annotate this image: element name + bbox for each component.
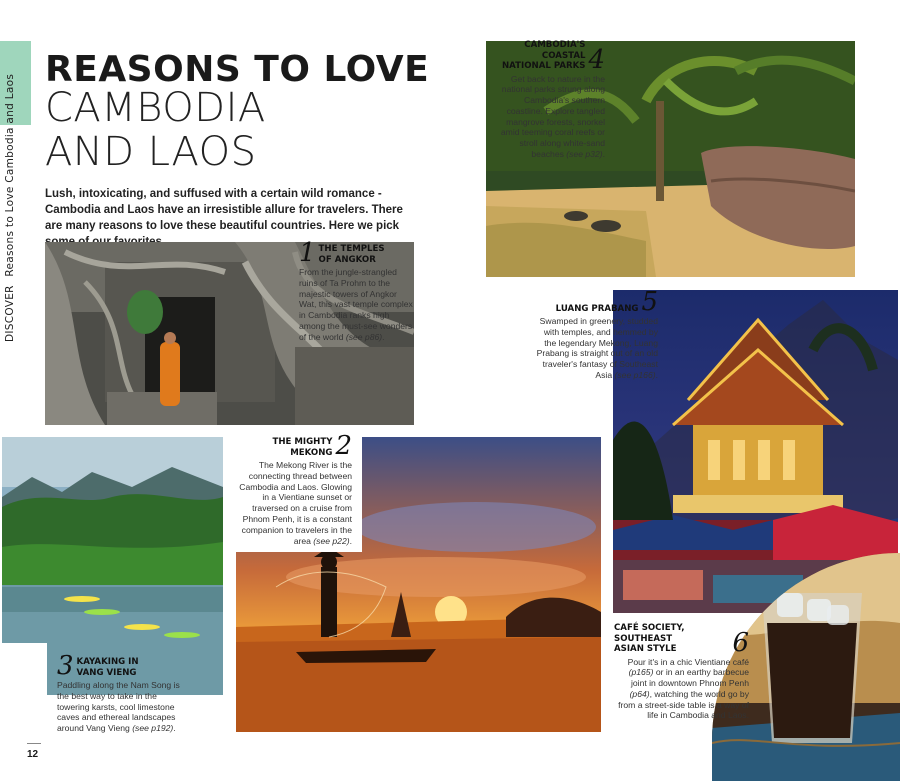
- item-2-text: The Mekong River is the connecting thread between Cambodia and Laos. Glowing in a Vientiane sunset or traversed on a cruise from Phnom Penh, it is a constant companion to travelers in the area: [239, 460, 352, 546]
- item-4-end: .: [602, 149, 605, 160]
- page-title-line1: REASONS TO LOVE: [45, 49, 430, 90]
- item-2-title-line1: THE MIGHTY: [272, 437, 333, 447]
- item-6-title-line1: CAFÉ SOCIETY, SOUTHEAST: [614, 623, 685, 644]
- item-6-page-ref-a: (p165): [628, 667, 654, 678]
- item-1-body: [299, 267, 416, 343]
- item-1-text: From the jungle-strangled ruins of Ta Prohm to the majestic towers of Angkor Wat, this vast temple complex in Cambodia ranks high among the must-see wonders of the world: [299, 267, 413, 342]
- item-5-body: [530, 316, 658, 381]
- item-4-title: [486, 40, 585, 72]
- caption-item-2: [236, 431, 352, 546]
- item-5-end: .: [655, 369, 658, 380]
- item-1-title-line1: THE TEMPLES: [318, 244, 385, 254]
- item-5-title: [556, 304, 639, 315]
- item-6-body: [614, 657, 749, 722]
- page-number-rule: [27, 743, 41, 744]
- item-4-title-line2: NATIONAL PARKS: [501, 61, 586, 71]
- item-6-text-c: , watching the world go by from a street-side table is a way of life in Cambodia and Laos.: [618, 688, 749, 721]
- item-1-title-line2: OF ANGKOR: [318, 254, 376, 265]
- item-4-title-line1: CAMBODIA'S COASTAL: [524, 40, 586, 61]
- section-name: DISCOVER: [4, 285, 16, 342]
- item-2-title: [272, 437, 332, 458]
- item-6-number: 6: [732, 627, 749, 658]
- item-1-end: .: [382, 331, 385, 342]
- intro-paragraph: Lush, intoxicating, and suffused with a certain wild romance - Cambodia and Laos have an irresistible allure for travelers. There are many reasons to love these beautiful countries. Here we pick: [45, 188, 403, 232]
- item-1-number: 1: [299, 238, 316, 268]
- item-3-end: .: [173, 723, 176, 734]
- item-3-text: Paddling along the Nam Song is the best way to take in the towering karsts, cool limestone caves and ethereal landscapes around Vang Vieng: [57, 680, 180, 734]
- item-5-text: Swamped in greenery, studded with temples, and hemmed by the legendary Mekong, Luang Prabang is straight out of an old traveler's fantasy of Southeast Asia: [536, 316, 658, 380]
- item-5-title-line1: LUANG PRABANG: [555, 303, 639, 314]
- item-3-body: [57, 680, 187, 734]
- caption-item-1: [299, 238, 416, 343]
- item-1-title: [319, 244, 385, 265]
- item-2-end: .: [349, 535, 352, 546]
- item-2-number: 2: [335, 431, 352, 461]
- item-6-text-b: or in an earthy barbecue joint in downtown Phnom Penh: [630, 667, 749, 689]
- item-4-body: [486, 74, 605, 160]
- caption-item-6: [614, 623, 749, 721]
- page-title-country: [45, 86, 266, 174]
- item-2-page-ref: (see p22): [313, 535, 350, 546]
- page-title-line3: AND LAOS: [45, 129, 257, 175]
- item-3-title: [77, 657, 139, 678]
- item-3-page-ref: (see p192): [132, 723, 174, 734]
- page-title-line2: CAMBODIA: [45, 85, 266, 131]
- item-6-title-line2: ASIAN STYLE: [614, 644, 677, 654]
- item-1-page-ref: (see p86): [345, 331, 383, 342]
- caption-item-3: [57, 651, 187, 734]
- item-6-page-ref-b: (p64): [629, 688, 650, 699]
- item-6-title: [614, 623, 729, 655]
- page-number: 12: [27, 749, 39, 760]
- item-2-body: [236, 460, 352, 546]
- item-6-text-a: Pour it's in a chic Vientiane café: [627, 656, 749, 667]
- item-3-title-line2: VANG VIENG: [76, 667, 137, 678]
- running-section-label: [4, 73, 24, 342]
- item-5-page-ref: (see p166): [614, 369, 656, 380]
- caption-item-5: [530, 287, 658, 381]
- item-4-number: 4: [588, 44, 605, 75]
- item-5-number: 5: [641, 287, 658, 317]
- item-4-page-ref: (see p32): [566, 149, 603, 160]
- caption-item-4: [486, 40, 605, 160]
- item-2-title-line2: MEKONG: [290, 447, 333, 458]
- item-4-text: Get back to nature in the national parks strung along Cambodia's southern coastline. Explore tangled mangrove forests, snorkel amid teeming coral reefs or stroll along white-sand beaches: [500, 73, 605, 160]
- item-3-title-line1: KAYAKING IN: [76, 657, 139, 667]
- chapter-name: Reasons to Love Cambodia and Laos: [4, 73, 16, 277]
- item-3-number: 3: [57, 651, 74, 681]
